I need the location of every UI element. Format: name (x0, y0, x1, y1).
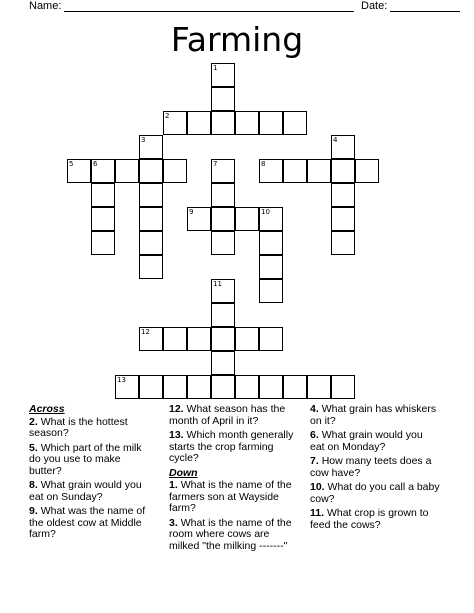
grid-cell[interactable] (331, 207, 355, 231)
clue-across-9: 9. What was the name of the oldest cow at Middle farm? (29, 505, 146, 540)
grid-cell[interactable] (235, 327, 259, 351)
clues-column-2 (169, 404, 299, 555)
grid-cell[interactable] (235, 111, 259, 135)
grid-cell[interactable] (163, 327, 187, 351)
grid-cell[interactable] (163, 159, 187, 183)
grid-cell[interactable] (139, 183, 163, 207)
clue-number: 12 (141, 328, 150, 336)
grid-cell[interactable] (283, 375, 307, 399)
grid-cell[interactable] (67, 159, 91, 183)
date-label: Date: (361, 0, 460, 12)
grid-cell[interactable] (115, 375, 139, 399)
grid-cell[interactable] (139, 375, 163, 399)
clue-number: 3 (141, 136, 146, 144)
grid-cell[interactable] (211, 87, 235, 111)
grid-cell[interactable] (307, 375, 331, 399)
grid-cell[interactable] (331, 135, 355, 159)
grid-cell[interactable] (91, 207, 115, 231)
grid-cell[interactable] (235, 375, 259, 399)
grid-cell[interactable] (139, 255, 163, 279)
grid-cell[interactable] (307, 159, 331, 183)
grid-cell[interactable] (259, 207, 283, 231)
page-title: Farming (170, 20, 304, 59)
grid-cell[interactable] (187, 375, 211, 399)
grid-cell[interactable] (139, 135, 163, 159)
clue-number: 13 (117, 376, 126, 384)
grid-cell[interactable] (211, 303, 235, 327)
clue-across-2: 2. What is the hottest season? (29, 415, 128, 439)
clue-down-11: 11. What crop is grown to feed the cows? (310, 507, 429, 531)
grid-cell[interactable] (211, 159, 235, 183)
clue-across-13: 13. Which month generally starts the crop farming cycle? (169, 429, 294, 464)
grid-cell[interactable] (139, 159, 163, 183)
grid-cell[interactable] (211, 111, 235, 135)
grid-cell[interactable] (211, 183, 235, 207)
grid-cell[interactable] (211, 63, 235, 87)
grid-cell[interactable] (259, 231, 283, 255)
clue-number: 9 (189, 208, 194, 216)
grid-cell[interactable] (211, 351, 235, 375)
grid-cell[interactable] (187, 327, 211, 351)
clue-down-3: 3. What is the name of the room where cows are milked "the milking -------" (169, 516, 292, 552)
grid-cell[interactable] (331, 159, 355, 183)
grid-cell[interactable] (91, 231, 115, 255)
clue-number: 7 (213, 160, 218, 168)
clue-across-12: 12. What season has the month of April in it? (169, 403, 286, 427)
down-heading: Down (169, 466, 198, 479)
grid-cell[interactable] (235, 207, 259, 231)
grid-cell[interactable] (187, 111, 211, 135)
clue-number: 6 (93, 160, 98, 168)
clue-number: 10 (261, 208, 270, 216)
grid-cell[interactable] (211, 231, 235, 255)
grid-cell[interactable] (91, 183, 115, 207)
clue-down-4: 4. What grain has whiskers on it? (310, 403, 437, 427)
grid-cell[interactable] (259, 255, 283, 279)
grid-cell[interactable] (91, 159, 115, 183)
grid-cell[interactable] (211, 375, 235, 399)
grid-cell[interactable] (211, 327, 235, 351)
clue-across-5: 5. Which part of the milk do you use to make butter? (29, 441, 142, 477)
clue-down-7: 7. How many teets does a cow have? (310, 455, 432, 479)
grid-cell[interactable] (259, 159, 283, 183)
grid-cell[interactable] (331, 183, 355, 207)
grid-cell[interactable] (331, 231, 355, 255)
clue-across-8: 8. What grain would you eat on Sunday? (29, 479, 142, 503)
clue-down-1: 1. What is the name of the farmers son at Wayside farm? (169, 479, 292, 514)
clue-number: 1 (213, 64, 218, 72)
grid-cell[interactable] (115, 159, 139, 183)
grid-cell[interactable] (259, 327, 283, 351)
clue-number: 4 (333, 136, 338, 144)
grid-cell[interactable] (139, 231, 163, 255)
grid-cell[interactable] (259, 111, 283, 135)
grid-cell[interactable] (163, 375, 187, 399)
grid-cell[interactable] (187, 207, 211, 231)
clue-number: 5 (69, 160, 74, 168)
clue-down-10: 10. What do you call a baby cow? (310, 481, 440, 505)
grid-cell[interactable] (331, 375, 355, 399)
clue-number: 8 (261, 160, 266, 168)
grid-cell[interactable] (211, 207, 235, 231)
grid-cell[interactable] (355, 159, 379, 183)
grid-cell[interactable] (163, 111, 187, 135)
grid-cell[interactable] (259, 279, 283, 303)
grid-cell[interactable] (211, 279, 235, 303)
name-label: Name: (29, 0, 354, 12)
clues-column-1 (29, 404, 155, 544)
grid-cell[interactable] (259, 375, 283, 399)
clues-column-3 (310, 404, 440, 534)
clue-down-6: 6. What grain would you eat on Monday? (310, 429, 423, 453)
clue-number: 2 (165, 112, 170, 120)
grid-cell[interactable] (283, 159, 307, 183)
clue-number: 11 (213, 280, 222, 288)
grid-cell[interactable] (139, 207, 163, 231)
grid-cell[interactable] (139, 327, 163, 351)
across-heading: Across (29, 403, 65, 415)
grid-cell[interactable] (283, 111, 307, 135)
